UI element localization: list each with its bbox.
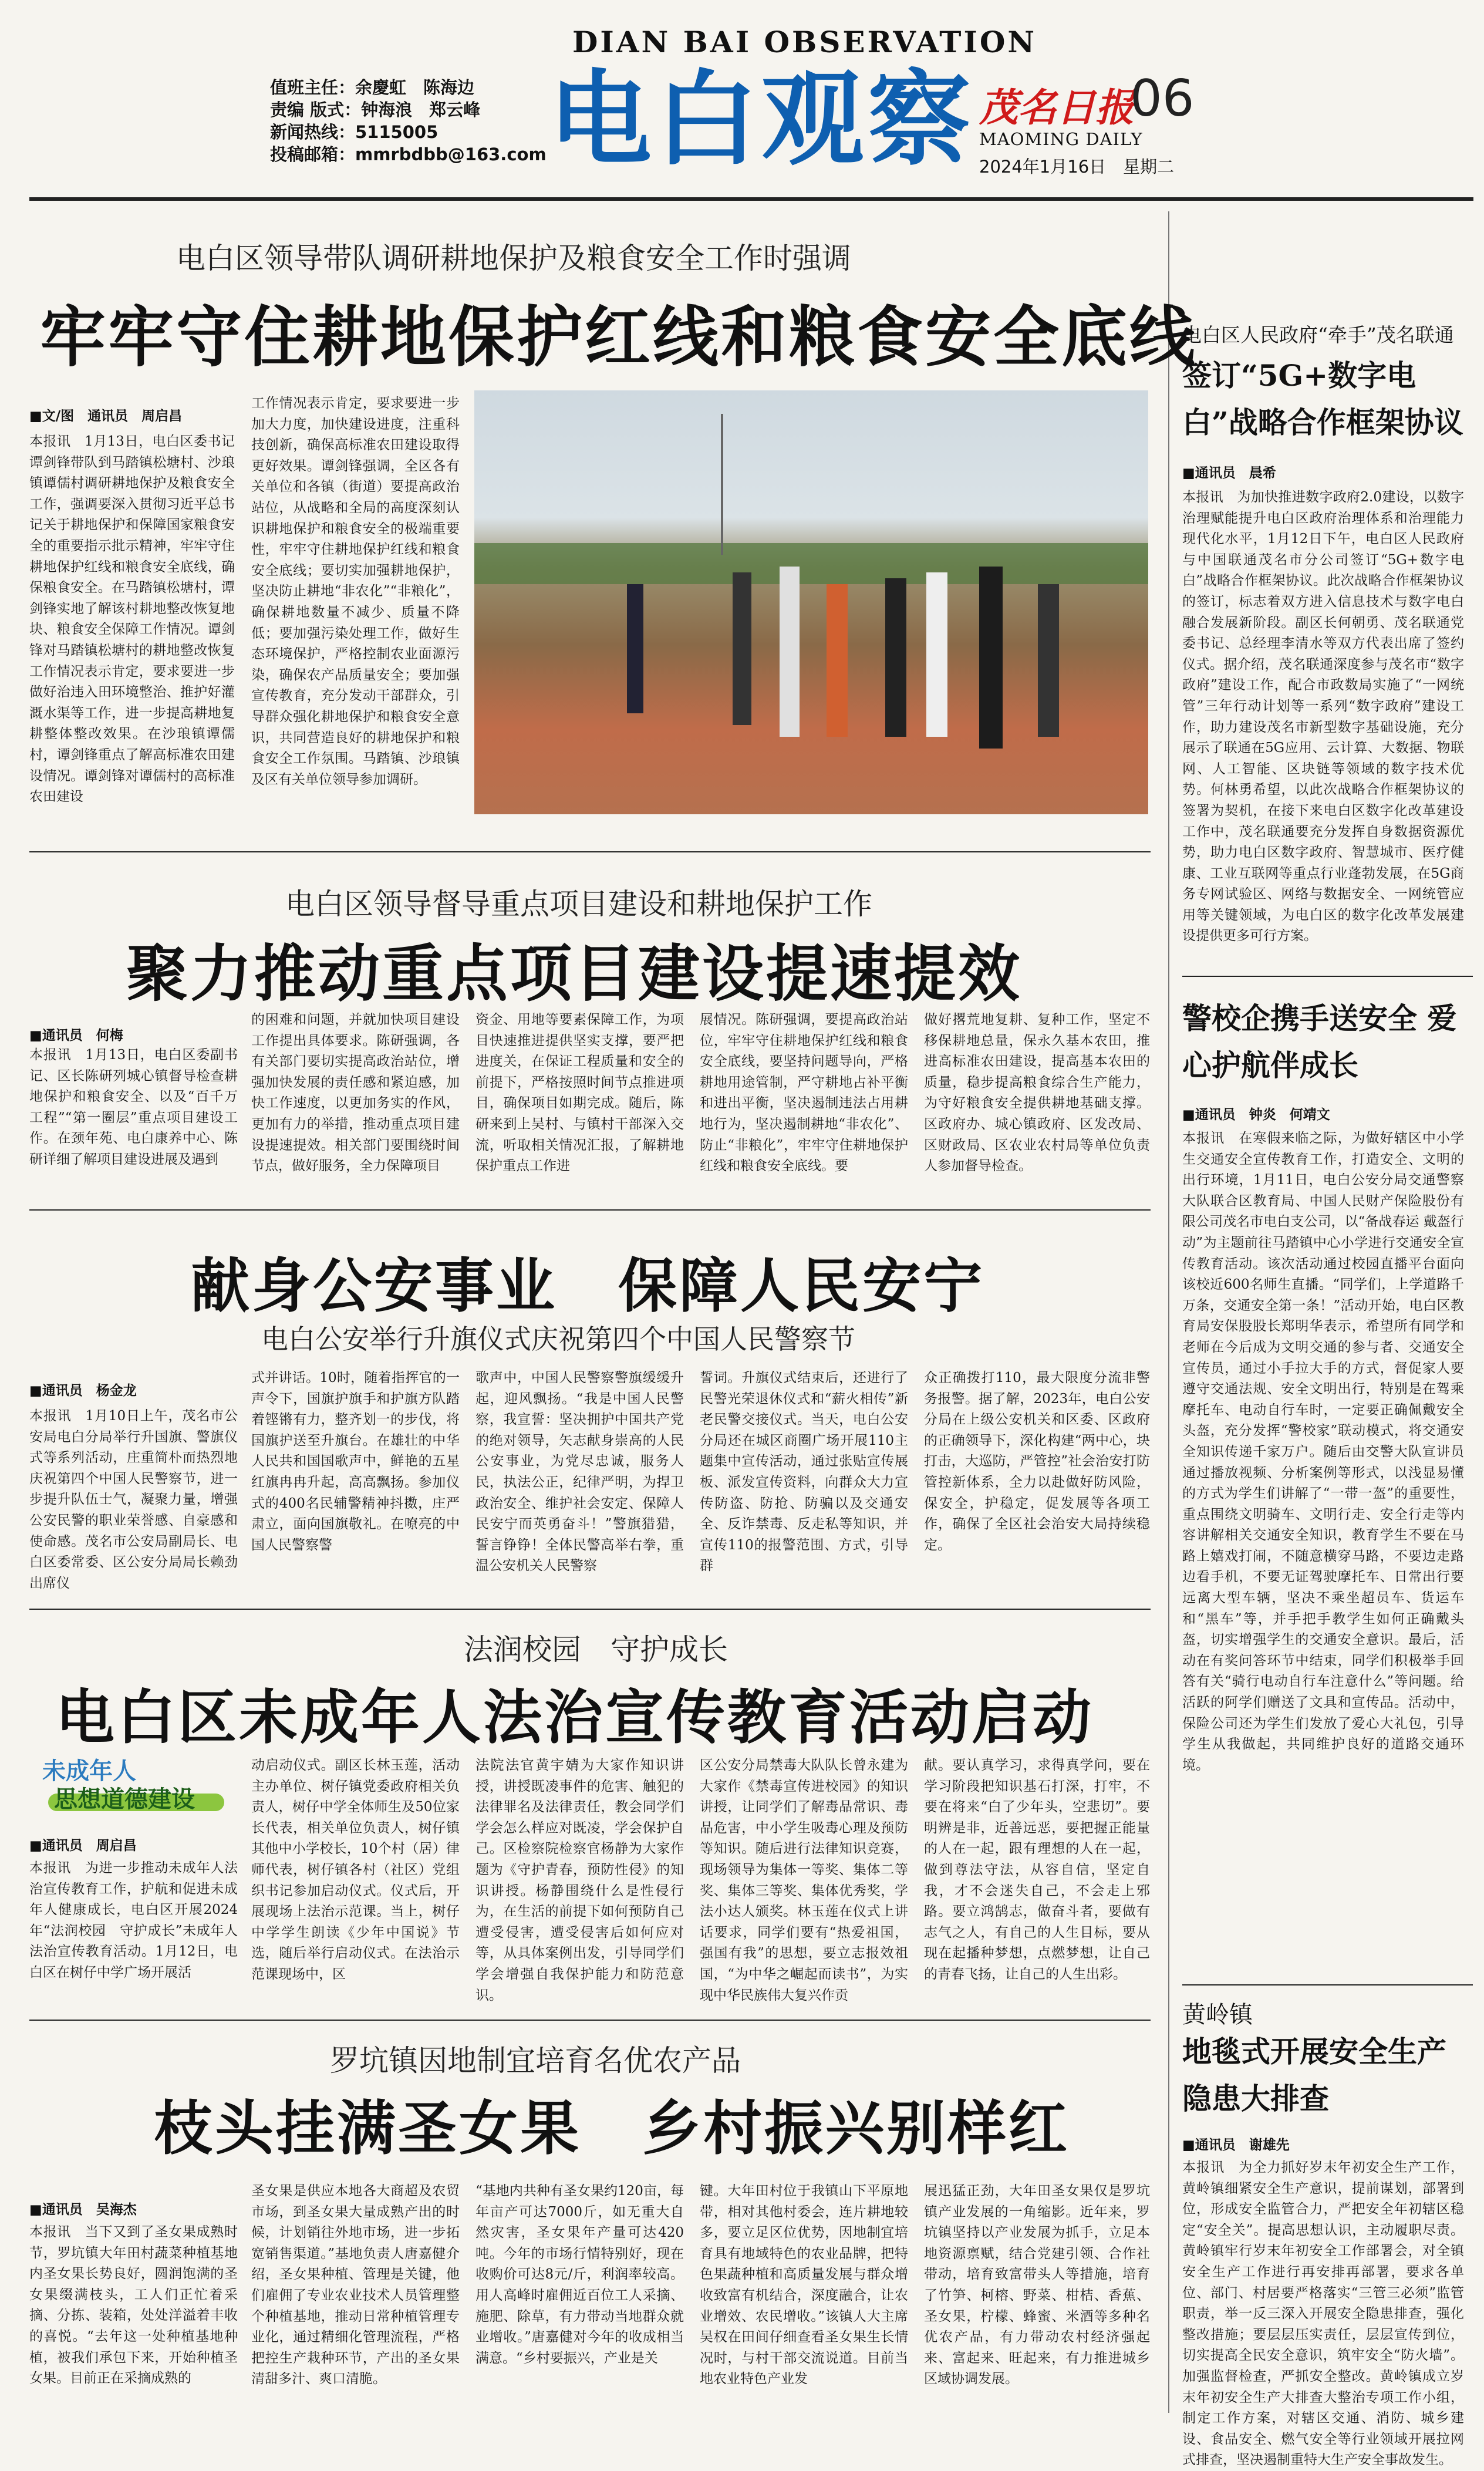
newspaper-logo: 茂名日报 [979, 85, 1134, 130]
section-divider [1182, 1984, 1473, 1985]
article-headline: 献身公安事业 保障人民安宁 [191, 1251, 984, 1320]
article-body: 本报讯 在寒假来临之际，为做好辖区中小学生交通安全宣传教育工作，打造安全、文明的出行环境，1月11日，电白公安分局交通警察大队联合区教育局、中国人民财产保险股份有限公司茂名市电白支公司，以“备战春运 戴盔行动”为主题前往马踏镇中心小学进行交通安全宣传教育活动。该次活动通过校园直播平台面向该校近600名师生直播。“同学们，上学道路千万条，交通安全第一条！”活动开始，电白区教育局安保股股长郑明华表示，希望所有同学和老师在今后成为文明交通的参与者、交通安全宣传员，通过小手拉大手的方式，督促家人要遵守交通法规、安全文明出行，特别是在驾乘摩托车、电动自行车时，一定要正确佩戴安全头盔，充分发挥“警校家”联动模式，将交通安全知识传递千家万户。随后由交警大队宣讲员通过播放视频、分析案例等形式，以浅显易懂的方式为学生们讲解了“一带一盔”的重要性，重点围绕文明骑车、文明行走、安全行走等内容讲解相关交通安全知识，教育学生不要在马路上嬉戏打闹，不随意横穿马路，不要边走路边看手机，不要无证驾驶摩托车、日常出行要远离大型车辆，坚决不乘坐超员车、货运车和“黑车”等，并手把手教学生如何正确戴头盔，切实增强学生的交通安全意识。最后，活动在有奖问答环节中结束，同学们积极举手回答有关“骑行电动自行车注意什么”等问题。给活跃的阿学们赠送了文具和宣传品。活动中，保险公司还为学生们发放了爱心大礼包，引导学生从我做起，共同维护良好的道路交通环境。 [1182, 1131, 1464, 1773]
campaign-badge [36, 1752, 230, 1817]
section-divider [29, 1609, 1151, 1610]
article-headline: 警校企携手送安全 爱心护航伴成长 [1182, 1001, 1457, 1083]
article-body: 献。要认真学习，求得真学问，要在学习阶段把知识基石打深，打牢，不要在将来“白了少年头，空悲切”。要明辨是非，近善远恶，要把握正能量的人在一起，跟有理想的人在一起，做到尊法守法，从容自信，坚定自我，才不会迷失自己，不会走上邪路。要立鸿鹄志，做奋斗者，要做有志气之人，有自己的人生目标，要从现在起播种梦想，点燃梦想，让自己的青春飞扬，让自己的人生出彩。 [924, 1758, 1150, 1982]
article-byline: ■通讯员 谢雄先 [1182, 2138, 1290, 2153]
section-title-en: DIAN BAI OBSERVATION [572, 25, 1037, 59]
article-body: 本报讯 为进一步推动未成年人法治宣传教育工作，护航和促进未成年人健康成长，电白区开展2024年“法润校园 守护成长”未成年人法治宣传教育活动。1月12日，电白区在树仔中学广场开展活 [29, 1860, 238, 1980]
article-byline: ■通讯员 晨希 [1182, 466, 1276, 481]
article-body: 本报讯 为全力抓好岁末年初安全生产工作，黄岭镇细紧安全生产意识，提前谋划，部署到位，形成安全监管合力，严把安全年初辖区稳定“安全关”。提高思想认识，主动履职尽责。黄岭镇牢行岁末年初安全工作部署会，对全镇安全生产工作进行再安排再部署，要求各单位、部门、村居要严格落实“三管三必须”监管职责，举一反三深入开展安全隐患排查，强化整改措施；要层层压实责任，层层宣传到位，切实提高全民安全意识，筑牢安全“防火墙”。加强监督检查，严抓安全整改。黄岭镇成立岁末年初安全生产大排查大整治专项工作小组，制定工作方案，对辖区交通、消防、城乡建设、食品安全、燃气安全等行业领域开展拉网式排查，坚决遏制重特大生产安全事故发生。 [1182, 2160, 1464, 2468]
article-body: 法院法官黄宇婧为大家作知识讲授，讲授既凌事件的危害、触犯的法律罪名及法律责任，教会同学们学会怎么样应对既凌，学会保护自己。区检察院检察官杨静为大家作题为《守护青春，预防性侵》的知识讲授。杨静围绕什么是性侵行为，在生活的前提下如何预防自己遭受侵害，遭受侵害后如何应对等，从具体案例出发，引导同学们学会增强自我保护能力和防范意识。 [475, 1758, 684, 2003]
article-headline: 枝头挂满圣女果 乡村振兴别样红 [154, 2094, 1070, 2163]
article-subtitle: 电白区领导带队调研耕地保护及粮食安全工作时强调 [176, 241, 851, 275]
editor-credits [270, 76, 547, 166]
article-byline: ■通讯员 杨金龙 [29, 1383, 137, 1398]
article-headline: 签订“5G+数字电白”战略合作框架协议 [1182, 358, 1463, 440]
article-body: 誓词。升旗仪式结束后，还进行了民警光荣退休仪式和“薪火相传”新老民警交接仪式。当天，电白公安分局还在城区商圈广场开展110主题集中宣传活动，通过张贴宣传展板、派发宣传资料，向群众大力宣传防盗、防抢、防骗以及交通安全、反诈禁毒、反走私等知识，并宣传110的报警范围、方式，引导群 [700, 1370, 908, 1574]
masthead [0, 0, 1484, 200]
article-body: 动启动仪式。副区长林玉莲，活动主办单位、树仔镇党委政府相关负责人，树仔中学全体师生及50位家长代表，相关单位负责人，树仔镇其他中小学校长，10个村（居）律师代表，树仔镇各村（社区）党组织书记参加启动仪式。仪式后，开展现场上法治示范课。当上，树仔中学学生朗读《少年中国说》节选，随后举行启动仪式。在法治示范课现场中，区 [251, 1758, 460, 1982]
article-body: 圣女果是供应本地各大商超及农贸市场，到圣女果大量成熟产出的时候，计划销往外地市场，进一步拓宽销售渠道。”基地负责人唐嘉健介绍，圣女果种植、管理是关键，他们雇佣了专业农业技术人员管理整个种植基地，推动日常种植管理专业化，通过精细化管理流程，严格把控生产栽种环节，产出的圣女果清甜多汁、爽口清脆。 [251, 2183, 460, 2387]
badge-text: 未成年人 [42, 1758, 136, 1785]
section-title: 电白观察 [549, 60, 974, 180]
issue-date: 2024年1月16日 星期二 [979, 157, 1175, 177]
article-subtitle: 罗坑镇因地制宜培育名优农产品 [330, 2044, 741, 2078]
article-subtitle: 电白公安举行升旗仪式庆祝第四个中国人民警察节 [261, 1323, 855, 1355]
editor-line: 新闻热线：5115005 [270, 122, 439, 142]
article-body: 歌声中，中国人民警察警旗缓缓升起，迎风飘扬。“我是中国人民警察，我宣誓：坚决拥护中国共产党的绝对领导，矢志献身崇高的人民公安事业，为党尽忠诚，服务人民，执法公正，纪律严明，为捍卫政治安全、维护社会安定、保障人民安宁而英勇奋斗！”警旗猎猎，誓言铮铮！全体民警高举右拳，重温公安机关人民警察 [475, 1370, 684, 1574]
article-headline: 电白区未成年人法治宣传教育活动启动 [56, 1683, 1094, 1752]
field-survey-photo [474, 390, 1148, 814]
article-body: 本报讯 为加快推进数字政府2.0建设，以数字治理赋能提升电白区政府治理体系和治理能力现代化水平，1月12日下午，电白区人民政府与中国联通茂名市分公司签订“5G+数字电白”战略合作框架协议。此次战略合作框架协议的签订，标志着双方进入信息技术与数字电白融合发展新阶段。副区长何朝勇、茂名联通党委书记、总经理李清水等双方代表出席了签约仪式。据介绍，茂名联通深度参与茂名市“数字政府”建设工作，配合市政数局实施了“一网统管”三年行动计划等一系列“数字政府”建设工作，助力建设茂名市新型数字基础设施，充分展示了联通在5G应用、云计算、大数据、物联网、人工智能、区块链等领域的数字技术优势。何林勇希望，以此次战略合作框架协议的签署为契机，在接下来电白区数字化改革建设工作中，茂名联通要充分发挥自身数据资源优势，助力电白区数字政府、智慧城市、医疗健康、工业互联网等重点行业蓬勃发展，在5G商务专网试验区、网络与数据安全、一网统管应用等关键领域，为电白区的数字化改革发展建设提供更多可行方案。 [1182, 490, 1464, 944]
article-byline: ■通讯员 周启昌 [29, 1838, 137, 1853]
article-subtitle: 法润校园 守护成长 [464, 1633, 728, 1667]
article-body: 本报讯 1月13日，电白区委副书记、区长陈研列城心镇督导检查耕地保护和粮食安全、以及“百千万工程”“第一圈层”重点项目建设工作。在颈年苑、电白康养中心、陈研详细了解项目建设进展及遇到 [29, 1047, 238, 1167]
article-byline: ■通讯员 何梅 [29, 1028, 123, 1043]
article-body: “基地内共种有圣女果约120亩，每年亩产可达7000斤，如无重大自然灾害，圣女果年产量可达420吨。今年的市场行情特别好，现在收购价可达8元/斤，利润率较高。用人高峰时雇佣近百位工人采摘、施肥、除草，有力带动当地群众就业增收。”唐嘉健对今年的收成相当满意。“乡村要振兴，产业是关 [475, 2183, 684, 2366]
editor-line: 值班主任：余慶虹 陈海边 [270, 77, 475, 97]
article-headline: 聚力推动重点项目建设提速提效 [126, 937, 1023, 1010]
article-body: 的困难和问题，并就加快项目建设工作提出具体要求。陈研强调，各有关部门要切实提高政治站位，增强加快发展的责任感和紧迫感，加快工作速度，以更加务实的作风，更加有力的举措，推动重点项目建设提速提效。相关部门要围绕时间节点，做好服务，全力保障项目 [251, 1012, 460, 1174]
article-body: 本报讯 当下又到了圣女果成熟时节，罗坑镇大年田村蔬菜种植基地内圣女果长势良好，圆润饱满的圣女果缀满枝头，工人们正忙着采摘、分拣、装箱，处处洋溢着丰收的喜悦。“去年这一处种植基地种植，被我们承包下来，开始种植圣女果。目前正在采摘成熟的 [29, 2224, 238, 2386]
section-divider [29, 2020, 1151, 2021]
section-divider [29, 851, 1151, 852]
column-divider [1168, 211, 1169, 2413]
page-number: 06 [1130, 69, 1195, 128]
article-body: 做好撂荒地复耕、复种工作，坚定不移保耕地总量，保永久基本农田，推进高标准农田建设，提高基本农田的质量，稳步提高粮食综合生产能力，为守好粮食安全提供耕地基础支撑。区政府办、城心镇政府、区发改局、区财政局、区农业农村局等单位负责人参加督导检查。 [924, 1012, 1150, 1174]
article-body: 展情况。陈研强调，要提高政治站位，牢牢守住耕地保护红线和粮食安全底线，要坚持问题导向，严格耕地用途管制，严守耕地占补平衡和进出平衡，坚决遏制违法占用耕地行为，坚决遏制耕地“非农化”、防止“非粮化”，牢牢守住耕地保护红线和粮食安全底线。要 [700, 1012, 908, 1174]
article-body: 区公安分局禁毒大队队长曾永建为大家作《禁毒宣传进校园》的知识讲授，让同学们了解毒品常识、毒品危害，中小学生吸毒心理及预防等知识。随后进行法律知识竞赛，现场领导为集体一等奖、集体二等奖、集体三等奖、集体优秀奖，学法小达人颁奖。林玉莲在仪式上讲话要求，同学们要有“热爱祖国，强国有我”的思想，要立志报效祖国，“为中华之崛起而读书”，为实现中华民族伟大复兴作贡 [700, 1758, 908, 2003]
masthead-rule [29, 197, 1473, 201]
article-body: 工作情况表示肯定，要求要进一步加大力度，加快建设进度，注重科技创新，确保高标准农田建设取得更好效果。谭剑锋强调，全区各有关单位和各镇（街道）要提高政治站位，从战略和全局的高度深刻认识耕地保护和粮食安全的极端重要性，牢牢守住耕地保护红线和粮食安全底线；要切实加强耕地保护，坚决防止耕地“非农化”“非粮化”，确保耕地数量不减少、质量不降低；要加强污染处理工作，做好生态环境保护，严格控制农业面源污染，确保农产品质量安全；要加强宣传教育，充分发动干部群众，引导群众强化耕地保护和粮食安全意识，共同营造良好的耕地保护和粮食安全工作氛围。马踏镇、沙琅镇及区有关单位领导参加调研。 [251, 396, 460, 787]
article-body: 众正确拨打110，最大限度分流非警务报警。据了解，2023年，电白公安分局在上级公安机关和区委、区政府的正确领导下，深化构建“两中心，块打击，大巡防，严管控”社会治安打防管控新体系，全力以赴做好防风险，保安全，护稳定，促发展等各项工作，确保了全区社会治安大局持续稳定。 [924, 1370, 1150, 1553]
article-body: 本报讯 1月10日上午，茂名市公安局电白分局举行升国旗、警旗仪式等系列活动，庄重简朴而热烈地庆祝第四个中国人民警察节，进一步提升队伍士气，凝聚力量，增强公安民警的职业荣誉感、自豪感和使命感。茂名市公安局副局长、电白区委常委、区公安分局局长赖劲出席仪 [29, 1408, 238, 1591]
article-body: 展迅猛正劲，大年田圣女果仅是罗坑镇产业发展的一角缩影。近年来，罗坑镇坚持以产业发展为抓手，立足本地资源禀赋，结合党建引领、合作社带动，培育致富带头人等措施，培育了竹笋、柯榕、野菜、柑桔、香蕉、圣女果，柠檬、蜂蜜、米酒等多种名优农产品，有力带动农村经济强起来、富起来、旺起来，有力推进城乡区域协调发展。 [924, 2183, 1150, 2387]
newspaper-name-en: MAOMING DAILY [979, 129, 1143, 149]
section-divider [29, 1209, 1151, 1211]
article-headline: 牢牢守住耕地保护红线和粮食安全底线 [40, 299, 1198, 376]
article-body: 资金、用地等要素保障工作，为项目快速推进提供坚实支撑，要严把进度关，在保证工程质量和安全的前提下，严格按照时间节点推进项目，确保项目如期完成。随后，陈研来到上吴村、与镇村干部深入交流，听取相关情况汇报，了解耕地保护重点工作进 [475, 1012, 684, 1174]
article-body: 键。大年田村位于我镇山下平原地带，相对其他村委会，连片耕地较多，要立足区位优势，因地制宜培育具有地域特色的农业品牌，把特色果蔬种植和高质量发展与群众增收致富有机结合，深度融合，让农业增效、农民增收。”该镇人大主席吴权在田间仔细查看圣女果生长情况时，与村干部交流说道。目前当地农业特色产业发 [700, 2183, 908, 2387]
section-divider [1182, 976, 1473, 977]
article-body: 本报讯 1月13日，电白区委书记谭剑锋带队到马踏镇松塘村、沙琅镇谭儒村调研耕地保护及粮食安全工作，强调要深入贯彻习近平总书记关于耕地保护和保障国家粮食安全的重要指示批示精神，牢牢守住耕地保护红线和粮食安全底线，确保粮食安全。在马踏镇松塘村，谭剑锋实地了解该村耕地整改恢复地块、粮食安全保障工作情况。谭剑锋对马踏镇松塘村的耕地整改恢复工作情况表示肯定，要求要进一步做好治违入田环境整治、推护好灌溉水渠等工作，进一步提高耕地复耕整体整改效果。在沙琅镇谭儒村，谭剑锋重点了解高标准农田建设情况。谭剑锋对谭儒村的高标准农田建设 [29, 434, 235, 805]
article-subtitle: 电白区领导督导重点项目建设和耕地保护工作 [285, 887, 872, 921]
article-subtitle: 电白区人民政府“牵手”茂名联通 [1182, 323, 1454, 346]
editor-line: 投稿邮箱：mmrbdbb@163.com [270, 144, 547, 164]
article-byline: ■文/图 通讯员 周启昌 [29, 409, 183, 424]
article-subtitle: 黄岭镇 [1182, 2001, 1253, 2028]
badge-text: 思想道德建设 [54, 1786, 195, 1813]
article-byline: ■通讯员 钟炎 何靖文 [1182, 1107, 1330, 1122]
article-headline: 地毯式开展安全生产隐患大排查 [1182, 2034, 1446, 2116]
article-body: 式并讲话。10时，随着指挥官的一声令下，国旗护旗手和护旗方队踏着铿锵有力，整齐划一的步伐，将国旗护送至升旗台。在雄壮的中华人民共和国国歌声中，鲜艳的五星红旗冉冉升起，高高飘扬。参加仪式的400名民辅警精神抖擞，庄严肃立，面向国旗敬礼。在嘹亮的中国人民警察警 [251, 1370, 460, 1553]
article-byline: ■通讯员 吴海杰 [29, 2202, 137, 2217]
editor-line: 责编 版式：钟海浪 郑云峰 [270, 100, 481, 120]
